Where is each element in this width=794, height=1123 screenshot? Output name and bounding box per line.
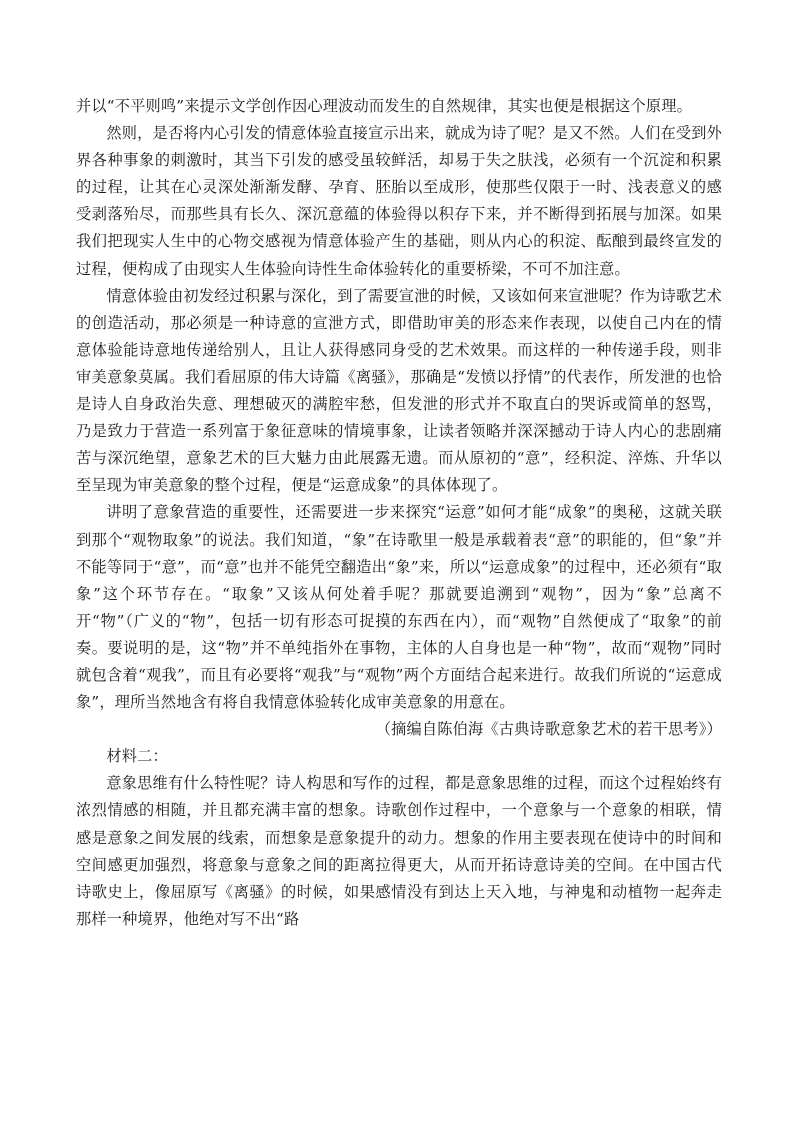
material-two-label: 材料二： [106, 747, 168, 766]
paragraph-observe-and-take-image: 讲明了意象营造的重要性，还需要进一步来探究“运意”如何才能“成象”的奥秘，这就关联到那个“观物取象”的说法。我们知道，“象”在诗歌里一般是承载着表“意”的职能的，但“象”并不能等同于“意”，而“意”也并不能凭空翻造出“象”来，所以“运意成象”的过程中，还必须有“取象”这个环节存在。“取象”又该从何处着手呢？那就要追溯到“观物”，因为“象”总离不开“物”（广义的“物”，包括一切有形态可捉摸的东西在内），而“观物”自然便成了“取象”的前奏。要说明的是，这“物”并不单纯指外在事物，主体的人自身也是一种“物”，故而“观物”同时就包含着“观我”，而且有必要将“观我”与“观物”两个方面结合起来进行。故我们所说的“运意成象”，理所当然地含有将自我情意体验转化成审美意象的用意在。 [76, 503, 722, 712]
paragraph-emotion-accumulation: 然则，是否将内心引发的情意体验直接宣示出来，就成为诗了呢？是又不然。人们在受到外界各种事象的刺激时，其当下引发的感受虽较鲜活，却易于失之肤浅，必须有一个沉淀和积累的过程，让其在心灵深处渐渐发酵、孕育、胚胎以至成形，使那些仅限于一时、浅表意义的感受剥落殆尽，而那些具有长久、深沉意蕴的体验得以积存下来，并不断得到拓展与加深。如果我们把现实人生中的心物交感视为情意体验产生的基础，则从内心的积淀、酝酿到最终宣发的过程，便构成了由现实人生体验向诗性生命体验转化的重要桥梁，不可不加注意。 [76, 124, 722, 278]
paragraph-continuation: 并以“不平则鸣”来提示文学创作因心理波动而发生的自然规律，其实也便是根据这个原理。 [76, 97, 693, 115]
source-citation: （摘编自陈伯海《古典诗歌意象艺术的若干思考》） [375, 721, 722, 739]
paragraph-poetic-expression: 情意体验由初发经过积累与深化，到了需要宣泄的时候，又该如何来宣泄呢？作为诗歌艺术的创造活动，那必须是一种诗意的宣泄方式，即借助审美的形态来作表现，以使自己内在的情意体验能诗意地传递给别人，且让人获得感同身受的艺术效果。而这样的一种传递手段，则非审美意象莫属。我们看屈原的伟大诗篇《离骚》，那确是“发愤以抒情”的代表作，所发泄的也恰是诗人自身政治失意、理想破灭的满腔牢愁，但发泄的形式并不取直白的哭诉或简单的怒骂，乃是致力于营造一系列富于象征意味的情境事象，让读者领略并深深撼动于诗人内心的悲剧痛苦与深沉绝望，意象艺术的巨大魅力由此展露无遗。而从原初的“意”，经积淀、淬炼、升华以至呈现为审美意象的整个过程，便是“运意成象”的具体体现了。 [76, 286, 722, 495]
document-body [76, 93, 722, 933]
paragraph-image-thinking: 意象思维有什么特性呢？诗人构思和写作的过程，都是意象思维的过程，而这个过程始终有浓烈情感的相随，并且都充满丰富的想象。诗歌创作过程中，一个意象与一个意象的相联，情感是意象之间发展的线索，而想象是意象提升的动力。想象的作用主要表现在使诗中的时间和空间感更加强烈，将意象与意象之间的距离拉得更大，从而开拓诗意诗美的空间。在中国古代诗歌史上，像屈原写《离骚》的时候，如果感情没有到达上天入地，与神鬼和动植物一起奔走那样一种境界，他绝对写不出“路 [76, 774, 722, 928]
